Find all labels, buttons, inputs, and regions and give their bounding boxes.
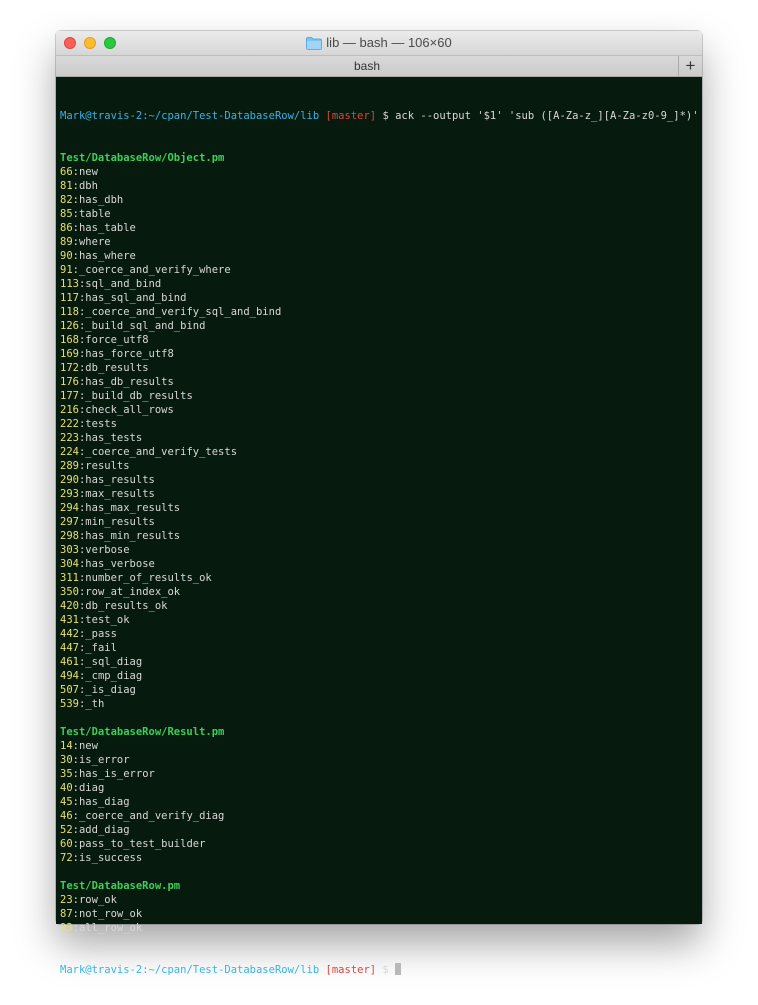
result-match	[60, 487, 702, 501]
result-match	[60, 585, 702, 599]
result-match	[60, 361, 702, 375]
match-line-number: 223	[60, 432, 79, 444]
match-line-number: 311	[60, 572, 79, 584]
match-sub-name: _cmp_diag	[85, 670, 143, 682]
match-sub-name: add_diag	[78, 824, 130, 836]
match-sub-name: new	[78, 740, 98, 752]
match-separator: :	[78, 572, 86, 584]
match-separator: :	[72, 796, 79, 808]
match-separator: :	[78, 362, 86, 374]
match-sub-name: check_all_rows	[85, 404, 174, 416]
match-separator: :	[72, 250, 79, 262]
result-match	[60, 403, 702, 417]
match-separator: :	[78, 628, 86, 640]
result-match	[60, 389, 702, 403]
match-separator: :	[78, 684, 86, 696]
match-sub-name: min_results	[85, 516, 155, 528]
result-match	[60, 263, 702, 277]
match-separator: :	[78, 432, 86, 444]
match-sub-name: is_error	[78, 754, 130, 766]
match-sub-name: _pass	[85, 628, 117, 640]
result-match	[60, 501, 702, 515]
match-sub-name: db_results_ok	[85, 600, 168, 612]
match-sub-name: test_ok	[85, 614, 130, 626]
match-line-number: 91	[60, 264, 73, 276]
match-line-number: 93	[60, 922, 73, 934]
match-line-number: 117	[60, 292, 79, 304]
result-match	[60, 179, 702, 193]
match-line-number: 172	[60, 362, 79, 374]
result-match	[60, 795, 702, 809]
match-sub-name: has_verbose	[85, 558, 155, 570]
match-sub-name: number_of_results_ok	[85, 572, 212, 584]
prompt-path: :~/cpan/Test-DatabaseRow/lib	[142, 110, 320, 122]
match-separator: :	[72, 922, 79, 934]
match-sub-name: has_db_results	[85, 376, 174, 388]
prompt-line	[60, 109, 702, 123]
result-match	[60, 627, 702, 641]
tab-label: bash	[353, 59, 381, 73]
match-line-number: 494	[60, 670, 79, 682]
match-separator: :	[72, 908, 79, 920]
match-line-number: 177	[60, 390, 79, 402]
match-separator: :	[72, 222, 79, 234]
result-match	[60, 305, 702, 319]
match-line-number: 66	[60, 166, 73, 178]
result-match	[60, 599, 702, 613]
match-sub-name: has_force_utf8	[85, 348, 174, 360]
result-match	[60, 193, 702, 207]
match-separator: :	[78, 306, 86, 318]
match-separator: :	[78, 502, 86, 514]
result-match	[60, 319, 702, 333]
match-sub-name: sql_and_bind	[85, 278, 162, 290]
match-sub-name: row_ok	[78, 894, 117, 906]
match-separator: :	[72, 166, 79, 178]
result-match	[60, 543, 702, 557]
result-match	[60, 515, 702, 529]
match-sub-name: new	[78, 166, 98, 178]
result-match	[60, 641, 702, 655]
match-line-number: 23	[60, 894, 73, 906]
match-separator: :	[78, 698, 86, 710]
match-sub-name: tests	[85, 418, 117, 430]
match-separator: :	[72, 754, 79, 766]
result-match	[60, 907, 702, 921]
match-sub-name: dbh	[78, 180, 98, 192]
window-title: lib — bash — 106×60	[326, 35, 452, 50]
prompt-symbol: $	[382, 964, 389, 976]
match-separator: :	[72, 782, 79, 794]
result-match	[60, 809, 702, 823]
result-match	[60, 571, 702, 585]
match-sub-name: diag	[78, 782, 105, 794]
match-line-number: 87	[60, 908, 73, 920]
match-separator: :	[78, 600, 86, 612]
match-line-number: 30	[60, 754, 73, 766]
match-line-number: 81	[60, 180, 73, 192]
match-line-number: 126	[60, 320, 79, 332]
match-sub-name: force_utf8	[85, 334, 149, 346]
match-sub-name: has_min_results	[85, 530, 181, 542]
window-title-wrap	[56, 35, 702, 54]
text-cursor	[395, 963, 401, 975]
match-line-number: 52	[60, 824, 73, 836]
result-match	[60, 655, 702, 669]
result-match	[60, 417, 702, 431]
match-sub-name: verbose	[85, 544, 130, 556]
match-separator: :	[72, 194, 79, 206]
match-line-number: 113	[60, 278, 79, 290]
match-separator: :	[72, 894, 79, 906]
search-results	[60, 151, 702, 935]
match-line-number: 40	[60, 782, 73, 794]
match-line-number: 45	[60, 796, 73, 808]
tab-bash[interactable]	[56, 56, 678, 77]
match-sub-name: has_dbh	[78, 194, 124, 206]
match-sub-name: has_results	[85, 474, 155, 486]
match-separator: :	[72, 264, 79, 276]
prompt-branch: [master]	[325, 964, 377, 976]
match-separator: :	[72, 236, 79, 248]
match-separator: :	[78, 530, 86, 542]
terminal-window	[56, 31, 702, 976]
match-line-number: 60	[60, 838, 73, 850]
match-line-number: 89	[60, 236, 73, 248]
match-line-number: 304	[60, 558, 79, 570]
match-line-number: 293	[60, 488, 79, 500]
match-sub-name: not_row_ok	[78, 908, 143, 920]
match-separator: :	[72, 740, 79, 752]
match-separator: :	[78, 516, 86, 528]
match-line-number: 289	[60, 460, 79, 472]
match-separator: :	[78, 544, 86, 556]
match-separator: :	[78, 390, 86, 402]
match-line-number: 85	[60, 208, 73, 220]
result-match	[60, 837, 702, 851]
match-sub-name: _sql_diag	[85, 656, 143, 668]
match-separator: :	[78, 348, 86, 360]
folder-icon	[306, 37, 322, 54]
prompt-line-current	[60, 963, 702, 977]
match-sub-name: pass_to_test_builder	[78, 838, 206, 850]
match-sub-name: _coerce_and_verify_where	[78, 264, 231, 276]
match-separator: :	[78, 488, 86, 500]
match-sub-name: where	[78, 236, 111, 248]
match-line-number: 222	[60, 418, 79, 430]
match-separator: :	[78, 320, 86, 332]
result-match	[60, 683, 702, 697]
match-separator: :	[78, 278, 86, 290]
result-match	[60, 557, 702, 571]
match-line-number: 431	[60, 614, 79, 626]
match-line-number: 90	[60, 250, 73, 262]
tab-bar	[56, 55, 702, 77]
new-tab-button[interactable]: +	[678, 56, 702, 77]
match-line-number: 461	[60, 656, 79, 668]
match-sub-name: db_results	[85, 362, 149, 374]
match-separator: :	[78, 404, 86, 416]
match-separator: :	[78, 418, 86, 430]
match-sub-name: max_results	[85, 488, 155, 500]
match-separator: :	[78, 446, 86, 458]
title-bar[interactable]	[56, 31, 702, 55]
result-match	[60, 921, 702, 935]
blank-line	[60, 865, 702, 879]
match-line-number: 294	[60, 502, 79, 514]
match-separator: :	[78, 376, 86, 388]
match-separator: :	[78, 586, 86, 598]
result-match	[60, 445, 702, 459]
match-sub-name: _coerce_and_verify_diag	[78, 810, 225, 822]
match-separator: :	[72, 768, 79, 780]
match-sub-name: _is_diag	[85, 684, 136, 696]
match-line-number: 82	[60, 194, 73, 206]
result-match	[60, 347, 702, 361]
match-line-number: 447	[60, 642, 79, 654]
match-line-number: 297	[60, 516, 79, 528]
result-match	[60, 753, 702, 767]
result-file-heading: Test/DatabaseRow.pm	[60, 880, 181, 892]
match-separator: :	[72, 852, 79, 864]
match-line-number: 303	[60, 544, 79, 556]
terminal-output[interactable]	[56, 77, 702, 976]
match-separator: :	[78, 656, 86, 668]
match-sub-name: _th	[85, 698, 105, 710]
match-sub-name: has_where	[78, 250, 136, 262]
match-separator: :	[72, 208, 79, 220]
prompt-symbol: $	[382, 110, 389, 122]
result-match	[60, 697, 702, 711]
match-sub-name: has_sql_and_bind	[85, 292, 187, 304]
result-match	[60, 767, 702, 781]
match-sub-name: row_at_index_ok	[85, 586, 181, 598]
match-sub-name: has_is_error	[78, 768, 155, 780]
match-sub-name: has_max_results	[85, 502, 181, 514]
match-separator: :	[78, 334, 86, 346]
match-line-number: 420	[60, 600, 79, 612]
match-line-number: 46	[60, 810, 73, 822]
match-sub-name: _build_sql_and_bind	[85, 320, 206, 332]
result-match	[60, 249, 702, 263]
match-sub-name: _coerce_and_verify_sql_and_bind	[85, 306, 282, 318]
match-line-number: 14	[60, 740, 73, 752]
match-line-number: 168	[60, 334, 79, 346]
match-separator: :	[72, 180, 79, 192]
result-match	[60, 333, 702, 347]
result-match	[60, 529, 702, 543]
result-match	[60, 893, 702, 907]
match-line-number: 72	[60, 852, 73, 864]
match-separator: :	[78, 474, 86, 486]
result-match	[60, 165, 702, 179]
result-match	[60, 207, 702, 221]
result-match	[60, 823, 702, 837]
match-separator: :	[78, 292, 86, 304]
command-text: ack --output '$1' 'sub ([A-Za-z_][A-Za-z0-9_]*)'	[395, 110, 699, 122]
match-line-number: 298	[60, 530, 79, 542]
prompt-user-host: Mark@travis-2	[60, 964, 143, 976]
result-match	[60, 669, 702, 683]
match-separator: :	[72, 810, 79, 822]
match-line-number: 216	[60, 404, 79, 416]
match-sub-name: all_row_ok	[78, 922, 143, 934]
match-separator: :	[78, 614, 86, 626]
match-separator: :	[78, 670, 86, 682]
match-sub-name: has_diag	[78, 796, 130, 808]
result-file-heading: Test/DatabaseRow/Object.pm	[60, 152, 225, 164]
result-match	[60, 459, 702, 473]
prompt-path: :~/cpan/Test-DatabaseRow/lib	[142, 964, 320, 976]
result-match	[60, 221, 702, 235]
match-sub-name: _coerce_and_verify_tests	[85, 446, 238, 458]
match-line-number: 290	[60, 474, 79, 486]
match-line-number: 86	[60, 222, 73, 234]
match-sub-name: has_tests	[85, 432, 143, 444]
match-sub-name: is_success	[78, 852, 143, 864]
result-match	[60, 375, 702, 389]
match-sub-name: results	[85, 460, 130, 472]
match-sub-name: table	[78, 208, 111, 220]
match-separator: :	[72, 838, 79, 850]
match-separator: :	[78, 642, 86, 654]
result-match	[60, 291, 702, 305]
prompt-branch: [master]	[325, 110, 377, 122]
match-line-number: 442	[60, 628, 79, 640]
result-match	[60, 781, 702, 795]
match-sub-name: _build_db_results	[85, 390, 193, 402]
match-line-number: 118	[60, 306, 79, 318]
result-match	[60, 473, 702, 487]
result-match	[60, 277, 702, 291]
match-separator: :	[78, 460, 86, 472]
match-line-number: 224	[60, 446, 79, 458]
match-line-number: 35	[60, 768, 73, 780]
match-sub-name: has_table	[78, 222, 136, 234]
result-match	[60, 739, 702, 753]
prompt-user-host: Mark@travis-2	[60, 110, 143, 122]
result-file-heading: Test/DatabaseRow/Result.pm	[60, 726, 225, 738]
match-line-number: 539	[60, 698, 79, 710]
match-separator: :	[72, 824, 79, 836]
result-match	[60, 613, 702, 627]
match-line-number: 350	[60, 586, 79, 598]
blank-line	[60, 711, 702, 725]
match-line-number: 176	[60, 376, 79, 388]
match-line-number: 507	[60, 684, 79, 696]
result-match	[60, 431, 702, 445]
match-sub-name: _fail	[85, 642, 117, 654]
result-match	[60, 851, 702, 865]
match-line-number: 169	[60, 348, 79, 360]
match-separator: :	[78, 558, 86, 570]
result-match	[60, 235, 702, 249]
